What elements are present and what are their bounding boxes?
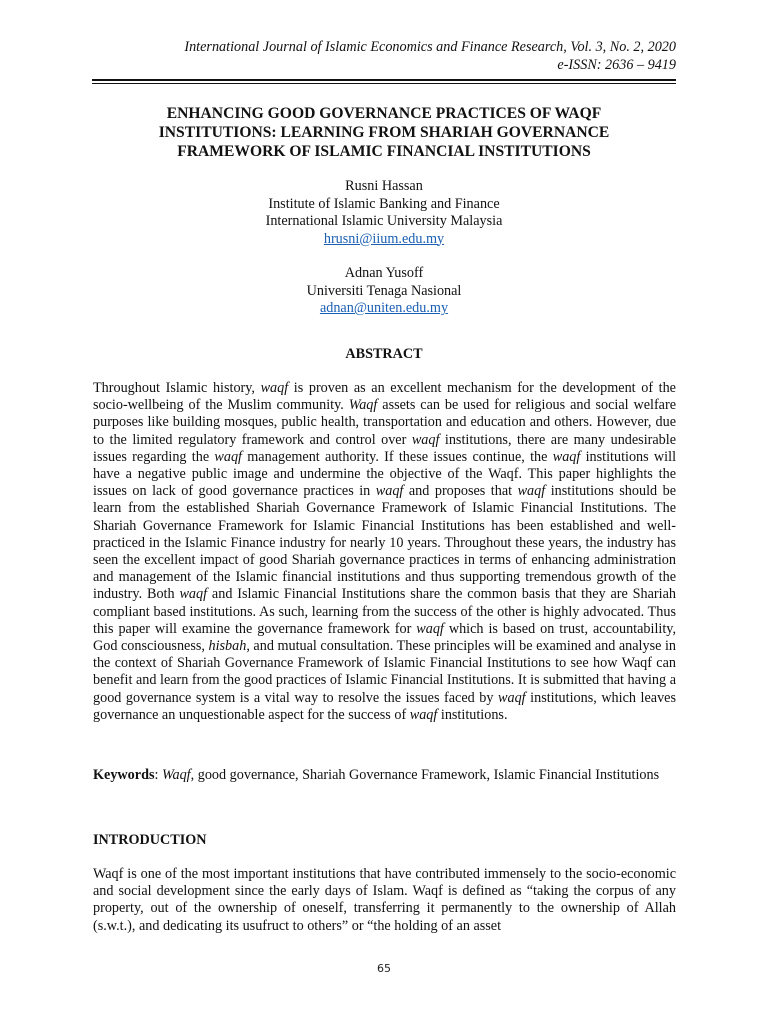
author-name: Rusni Hassan bbox=[345, 178, 423, 194]
abstract-italic-term: waqf bbox=[498, 689, 526, 706]
introduction-body: Waqf is one of the most important institutions that have contributed immensely to the socio-economic and social development since the early days of Islam. Waqf is defined as “taking the corpus of any property, out of the ownership of oneself, transferring it permanently to the ownership of Allah (s.w.t.), and dedicating its usufruct to others” or “the holding of an asset bbox=[93, 866, 676, 934]
abstract-text: and Islamic Financial Institutions share the common basis that they are Shariah compliant based institutions. As such, learning from the success of the other is highly advocated. Thus this paper will examine the governance framework for bbox=[93, 586, 676, 637]
title-line: FRAMEWORK OF ISLAMIC FINANCIAL INSTITUTIONS bbox=[177, 143, 591, 160]
abstract-text: institutions, which leaves governance an unquestionable aspect for the success of bbox=[93, 689, 676, 723]
introduction-heading: INTRODUCTION bbox=[93, 832, 207, 848]
abstract-text: is proven as an excellent mechanism for the development of the socio-wellbeing of the Muslim community. bbox=[93, 380, 676, 414]
title-line: INSTITUTIONS: LEARNING FROM SHARIAH GOVERNANCE bbox=[158, 124, 610, 141]
running-header bbox=[184, 38, 676, 74]
title-line: ENHANCING GOOD GOVERNANCE PRACTICES OF WAQF bbox=[166, 105, 602, 122]
abstract-italic-term: waqf bbox=[517, 483, 546, 500]
author-affiliation: Institute of Islamic Banking and Finance bbox=[268, 195, 500, 212]
abstract-italic-term: waqf bbox=[552, 448, 581, 465]
abstract-italic-term: waqf bbox=[214, 448, 242, 465]
abstract-italic-term: hisbah bbox=[208, 638, 247, 655]
keywords-list: , good governance, Shariah Governance Framework, Islamic Financial Institutions bbox=[190, 767, 660, 783]
abstract-text: which is based on trust, accountability, God consciousness, bbox=[93, 620, 676, 655]
abstract-text: institutions, there are many undesirable issues regarding the bbox=[93, 431, 676, 465]
abstract-italic-term: waqf bbox=[179, 586, 208, 603]
abstract-italic-term: Waqf bbox=[348, 397, 378, 414]
author-list bbox=[92, 178, 676, 335]
abstract-body bbox=[93, 380, 676, 724]
abstract-text: institutions will have a negative public image and undermine the objective of the Waqf. This paper highlights the issues on lack of good governance practices in bbox=[93, 448, 677, 500]
keywords: Keywords: Waqf, good governance, Shariah Governance Framework, Islamic Financial Institutions bbox=[93, 767, 660, 783]
abstract-italic-term: waqf bbox=[375, 483, 404, 500]
header-double-rule bbox=[92, 79, 676, 84]
author-affiliation: Universiti Tenaga Nasional bbox=[306, 282, 462, 299]
author-block bbox=[92, 265, 676, 318]
keyword-italic: Waqf bbox=[161, 767, 191, 783]
abstract-italic-term: waqf bbox=[409, 706, 438, 723]
keywords-label: Keywords bbox=[93, 767, 155, 783]
abstract-text: Throughout Islamic history, bbox=[93, 380, 261, 396]
abstract-text: assets can be used for religious and social welfare purposes like building mosques, public health, transportation and education and others. However, due to the limited regulatory framework and control over bbox=[93, 397, 676, 448]
author-email-link[interactable]: adnan@uniten.edu.my bbox=[319, 300, 449, 316]
issn: e-ISSN: 2636 – 9419 bbox=[557, 57, 676, 73]
abstract-text: and proposes that bbox=[403, 483, 518, 500]
author-name: Adnan Yusoff bbox=[344, 265, 424, 281]
author-block bbox=[92, 178, 676, 248]
abstract-heading: ABSTRACT bbox=[345, 346, 423, 362]
author-email-link[interactable]: hrusni@iium.edu.my bbox=[323, 230, 445, 247]
abstract-text: institutions. bbox=[437, 706, 508, 723]
abstract-text: institutions should be learn from the established Shariah Governance Framework of Islamic Financial Institutions. The Shariah Governance Framework for Islamic Financial Institutions has been established and well-practiced in the Islamic Finance industry for nearly 10 years. Throughout these years, the industry has seen the excellent impact of good Shariah governance practices in terms of enhancing administration and management of the Islamic financial institutions and thus supporting tremendous growth of the industry. Both bbox=[93, 483, 676, 603]
abstract-italic-term: waqf bbox=[416, 620, 444, 637]
abstract-text: , and mutual consultation. These principles will be examined and analyse in the context of Shariah Governance Framework of Islamic Financial Institutions to see how Waqf can benefit and learn from the good practices of Islamic Financial Institutions. It is submitted that having a good governance system is a vital way to resolve the issues faced by bbox=[93, 638, 676, 706]
paper-title bbox=[92, 104, 676, 161]
abstract-text: management authority. If these issues continue, the bbox=[242, 448, 553, 465]
abstract-italic-term: waqf bbox=[260, 380, 289, 396]
author-affiliation: International Islamic University Malaysia bbox=[265, 213, 503, 229]
journal-citation: International Journal of Islamic Economics and Finance Research, Vol. 3, No. 2, 2020 bbox=[184, 39, 676, 55]
abstract-italic-term: waqf bbox=[411, 431, 440, 448]
page-number: 65 bbox=[377, 962, 391, 975]
